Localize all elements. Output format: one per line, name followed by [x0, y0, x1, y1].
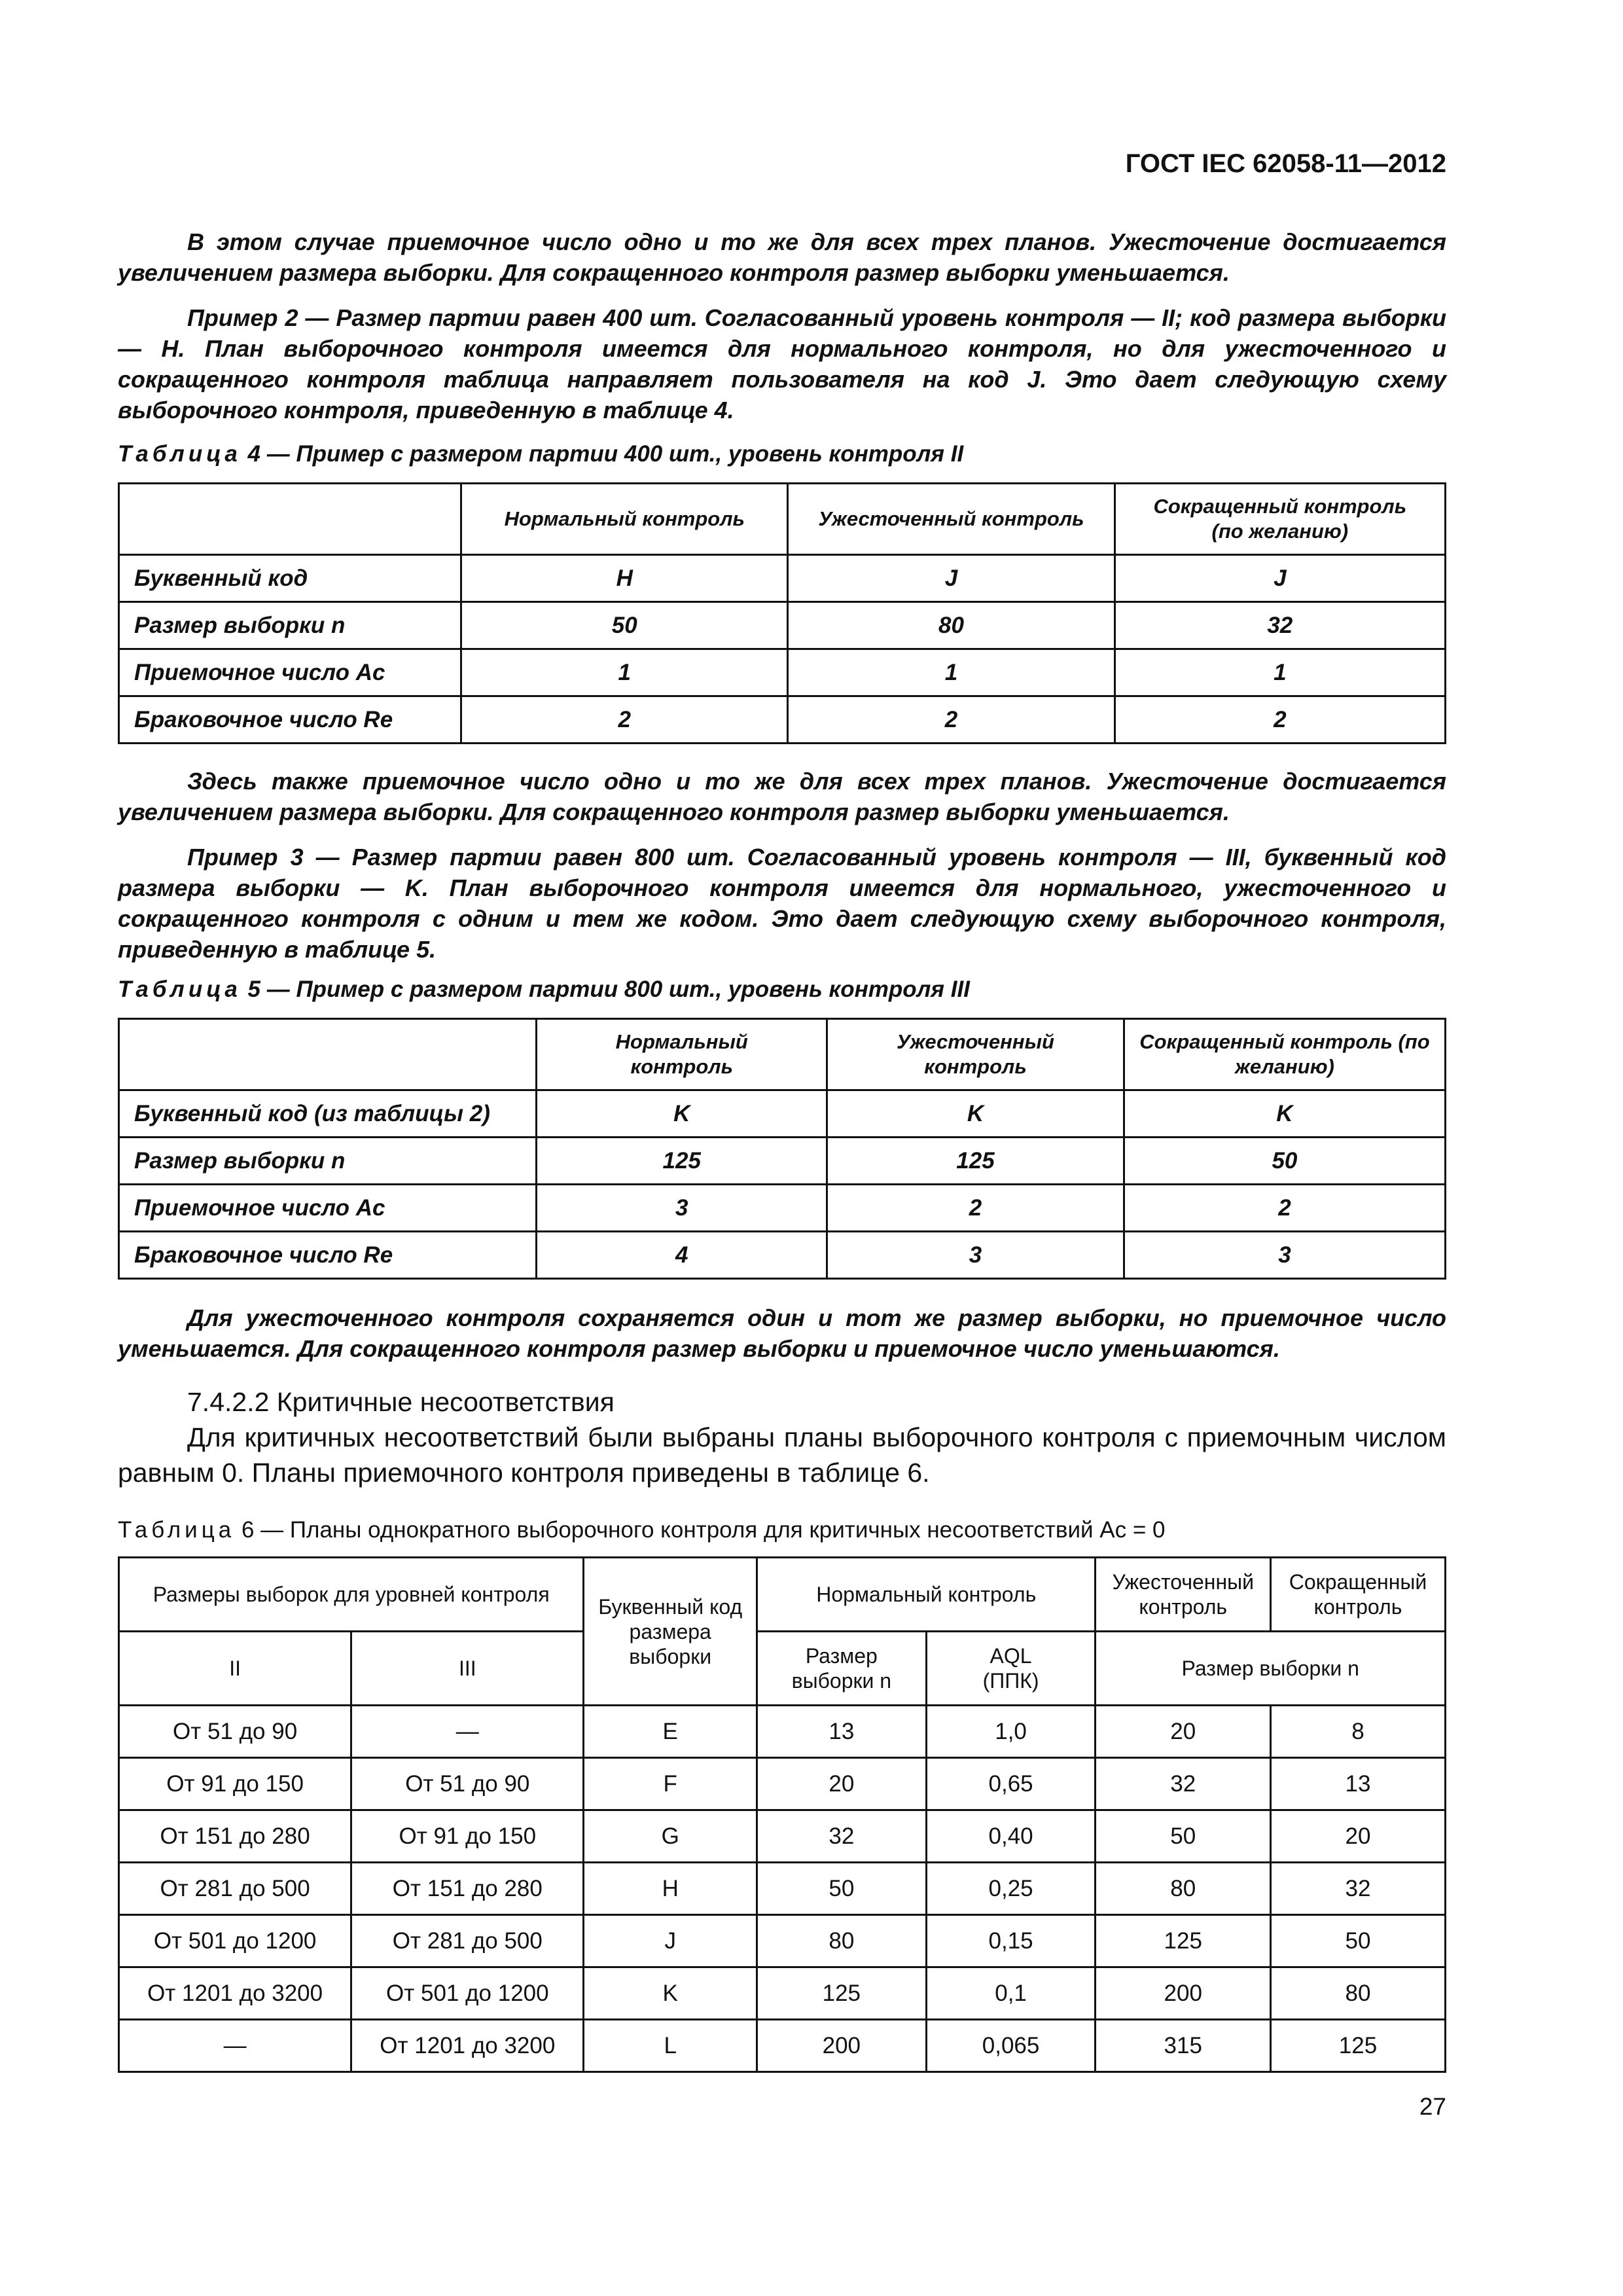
- document-page: [118, 0, 1446, 2296]
- table-row: Браковочное число Re 2 2 2: [119, 696, 1446, 744]
- page-number: 27: [1419, 2093, 1446, 2120]
- paragraph-6: Для критичных несоответствий были выбраны планы выборочного контроля с приемочным числом равным 0. Планы приемочного контроля приведены в таблице 6.: [118, 1422, 1446, 1488]
- table-row: Буквенный код (из таблицы 2) K K K: [119, 1090, 1446, 1138]
- table-6-header-reduced: Сокращенный контроль: [1271, 1558, 1446, 1632]
- table-row: Размер выборки n 125 125 50: [119, 1138, 1446, 1185]
- table-6-caption: Таблица 6 — Планы однократного выборочного контроля для критичных несоответствий Ac = 0: [118, 1517, 1166, 1543]
- example-3-paragraph: Пример 3 — Размер партии равен 800 шт. Согласованный уровень контроля — III, буквенный код размера выборки — K. План выборочного контроля имеется для нормального, ужесточенного и сокращенного контроля с одним и тем же кодом. Это дает следующую схему выборочного контроля, приведенную в таблице 5.: [118, 844, 1446, 963]
- table-4: [118, 482, 1446, 744]
- table-6-header-aql: AQL (ППК): [926, 1632, 1096, 1706]
- table-5-header-reduced: Сокращенный контроль (по желанию): [1124, 1019, 1445, 1090]
- table-6-header-sizes: Размеры выборок для уровней контроля: [119, 1558, 584, 1632]
- table-row: Приемочное число Ac 1 1 1: [119, 649, 1446, 696]
- table-row: От 501 до 1200 От 281 до 500 J 80 0,15 125 50: [119, 1915, 1446, 1967]
- paragraph-3: Здесь также приемочное число одно и то же для всех трех планов. Ужесточение достигается увеличением размера выборки. Для сокращенного контроля размер выборки уменьшается.: [118, 768, 1446, 825]
- table-6: [118, 1556, 1446, 2073]
- table-row: Приемочное число Ac 3 2 2: [119, 1185, 1446, 1232]
- table-row: — От 1201 до 3200 L 200 0,065 315 125: [119, 2020, 1446, 2072]
- paragraph-5: Для ужесточенного контроля сохраняется один и тот же размер выборки, но приемочное число уменьшается. Для сокращенного контроля размер выборки и приемочное число уменьшаются.: [118, 1304, 1446, 1362]
- table-5-corner-cell: [119, 1019, 537, 1090]
- paragraph-1: В этом случае приемочное число одно и то же для всех трех планов. Ужесточение достигается увеличением размера выборки. Для сокращенного контроля размер выборки уменьшается.: [118, 228, 1446, 286]
- table-5-header-tightened: Ужесточенный контроль: [827, 1019, 1124, 1090]
- table-row: От 91 до 150 От 51 до 90 F 20 0,65 32 13: [119, 1758, 1446, 1810]
- standard-designation: ГОСТ IEC 62058-11—2012: [1125, 149, 1446, 178]
- table-4-corner-cell: [119, 484, 461, 555]
- table-row: От 51 до 90 — E 13 1,0 20 8: [119, 1706, 1446, 1758]
- table-row: Буквенный код H J J: [119, 555, 1446, 602]
- table-5: [118, 1018, 1446, 1280]
- section-heading: 7.4.2.2 Критичные несоответствия: [187, 1387, 615, 1417]
- table-4-caption: Таблица 4 — Пример с размером партии 400 шт., уровень контроля II: [118, 441, 964, 467]
- table-6-header-tightened: Ужесточенный контроль: [1096, 1558, 1271, 1632]
- table-6-header-level-ii: II: [119, 1632, 351, 1706]
- table-5-header-normal: Нормальный контроль: [537, 1019, 827, 1090]
- table-row: От 281 до 500 От 151 до 280 H 50 0,25 80 32: [119, 1863, 1446, 1915]
- table-row: От 151 до 280 От 91 до 150 G 32 0,40 50 20: [119, 1810, 1446, 1863]
- table-6-header-letter-code: Буквенный код размера выборки: [584, 1558, 757, 1706]
- table-row: От 1201 до 3200 От 501 до 1200 K 125 0,1 200 80: [119, 1967, 1446, 2020]
- example-2-paragraph: Пример 2 — Размер партии равен 400 шт. Согласованный уровень контроля — II; код размера выборки — H. План выборочного контроля имеется для нормального контроля, но для ужесточенного и сокращенного контроля таблица направляет пользователя на код J. Это дает следующую схему выборочного контроля, приведенную в таблице 4.: [118, 304, 1446, 423]
- table-row: Размер выборки n 50 80 32: [119, 602, 1446, 649]
- table-4-header-reduced: Сокращенный контроль (по желанию): [1115, 484, 1445, 555]
- table-4-header-normal: Нормальный контроль: [461, 484, 788, 555]
- table-6-header-sample-size-n: Размер выборки n: [1096, 1632, 1446, 1706]
- table-row: Браковочное число Re 4 3 3: [119, 1232, 1446, 1279]
- table-6-header-normal: Нормальный контроль: [757, 1558, 1096, 1632]
- table-4-header-tightened: Ужесточенный контроль: [788, 484, 1115, 555]
- table-6-header-level-iii: III: [351, 1632, 584, 1706]
- table-6-header-sample-size: Размер выборки n: [757, 1632, 927, 1706]
- table-5-caption: Таблица 5 — Пример с размером партии 800 шт., уровень контроля III: [118, 977, 970, 1002]
